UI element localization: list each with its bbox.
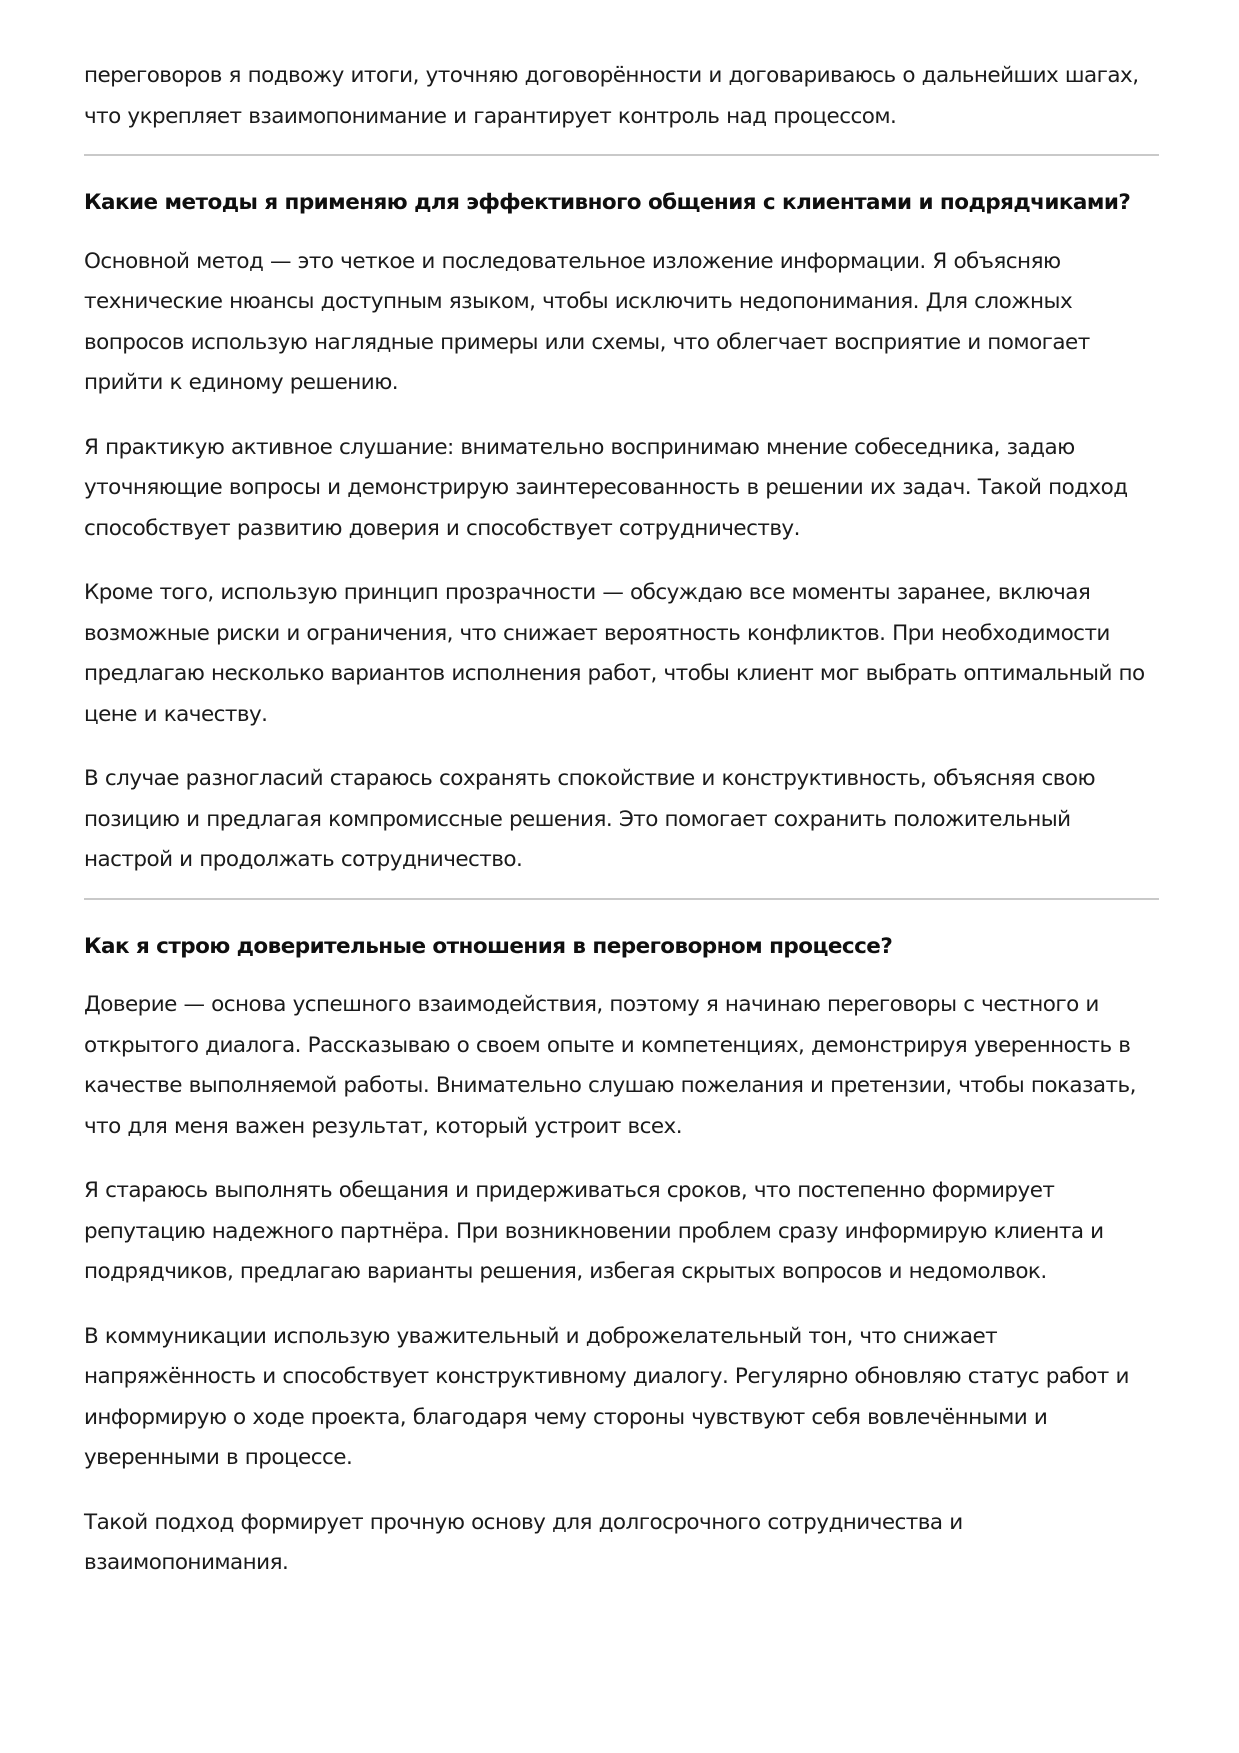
document-page xyxy=(84,56,1159,1584)
section-communication-methods xyxy=(84,183,1159,881)
section-paragraph: Кроме того, использую принцип прозрачности — обсуждаю все моменты заранее, включая возможные риски и ограничения, что снижает вероятность конфликтов. При необходимости предлагаю несколько вариантов исполнения работ, чтобы клиент мог выбрать оптимальный по цене и качеству. xyxy=(84,580,1145,727)
section-divider xyxy=(84,154,1159,156)
intro-block xyxy=(84,56,1159,137)
section-paragraph: В коммуникации использую уважительный и доброжелательный тон, что снижает напряжённость и способствует конструктивному диалогу. Регулярно обновляю статус работ и информирую о ходе проекта, благодаря чему стороны чувствуют себя вовлечёнными и уверенными в процессе. xyxy=(84,1323,1129,1470)
section-paragraph: Я стараюсь выполнять обещания и придерживаться сроков, что постепенно формирует репутацию надежного партнёра. При возникновении проблем сразу информирую клиента и подрядчиков, предлагаю варианты решения, избегая скрытых вопросов и недомолвок. xyxy=(84,1178,1104,1284)
section-paragraph: Я практикую активное слушание: внимательно воспринимаю мнение собеседника, задаю уточняющие вопросы и демонстрирую заинтересованность в решении их задач. Такой подход способствует развитию доверия и способствует сотрудничеству. xyxy=(84,434,1128,541)
section-trust-building xyxy=(84,927,1159,1584)
section-heading: Как я строю доверительные отношения в переговорном процессе? xyxy=(84,933,893,959)
section-paragraph: Основной метод — это четкое и последовательное изложение информации. Я объясняю технические нюансы доступным языком, чтобы исключить недопонимания. Для сложных вопросов использую наглядные примеры или схемы, что облегчает восприятие и помогает прийти к единому решению. xyxy=(84,248,1090,395)
section-divider xyxy=(84,898,1159,900)
section-paragraph: В случае разногласий стараюсь сохранять спокойствие и конструктивность, объясняя свою позицию и предлагая компромиссные решения. Это помогает сохранить положительный настрой и продолжать сотрудничество. xyxy=(84,766,1096,872)
intro-paragraph: переговоров я подвожу итоги, уточняю договорённости и договариваюсь о дальнейших шагах, что укрепляет взаимопонимание и гарантирует контроль над процессом. xyxy=(84,63,1139,129)
section-heading: Какие методы я применяю для эффективного общения с клиентами и подрядчиками? xyxy=(84,190,1131,215)
section-paragraph: Доверие — основа успешного взаимодействия, поэтому я начинаю переговоры с честного и открытого диалога. Рассказываю о своем опыте и компетенциях, демонстрируя уверенность в качестве выполняемой работы. Внимательно слушаю пожелания и претензии, чтобы показать, что для меня важен результат, который устроит всех. xyxy=(84,992,1136,1139)
section-paragraph: Такой подход формирует прочную основу для долгосрочного сотрудничества и взаимопонимания. xyxy=(84,1509,963,1575)
